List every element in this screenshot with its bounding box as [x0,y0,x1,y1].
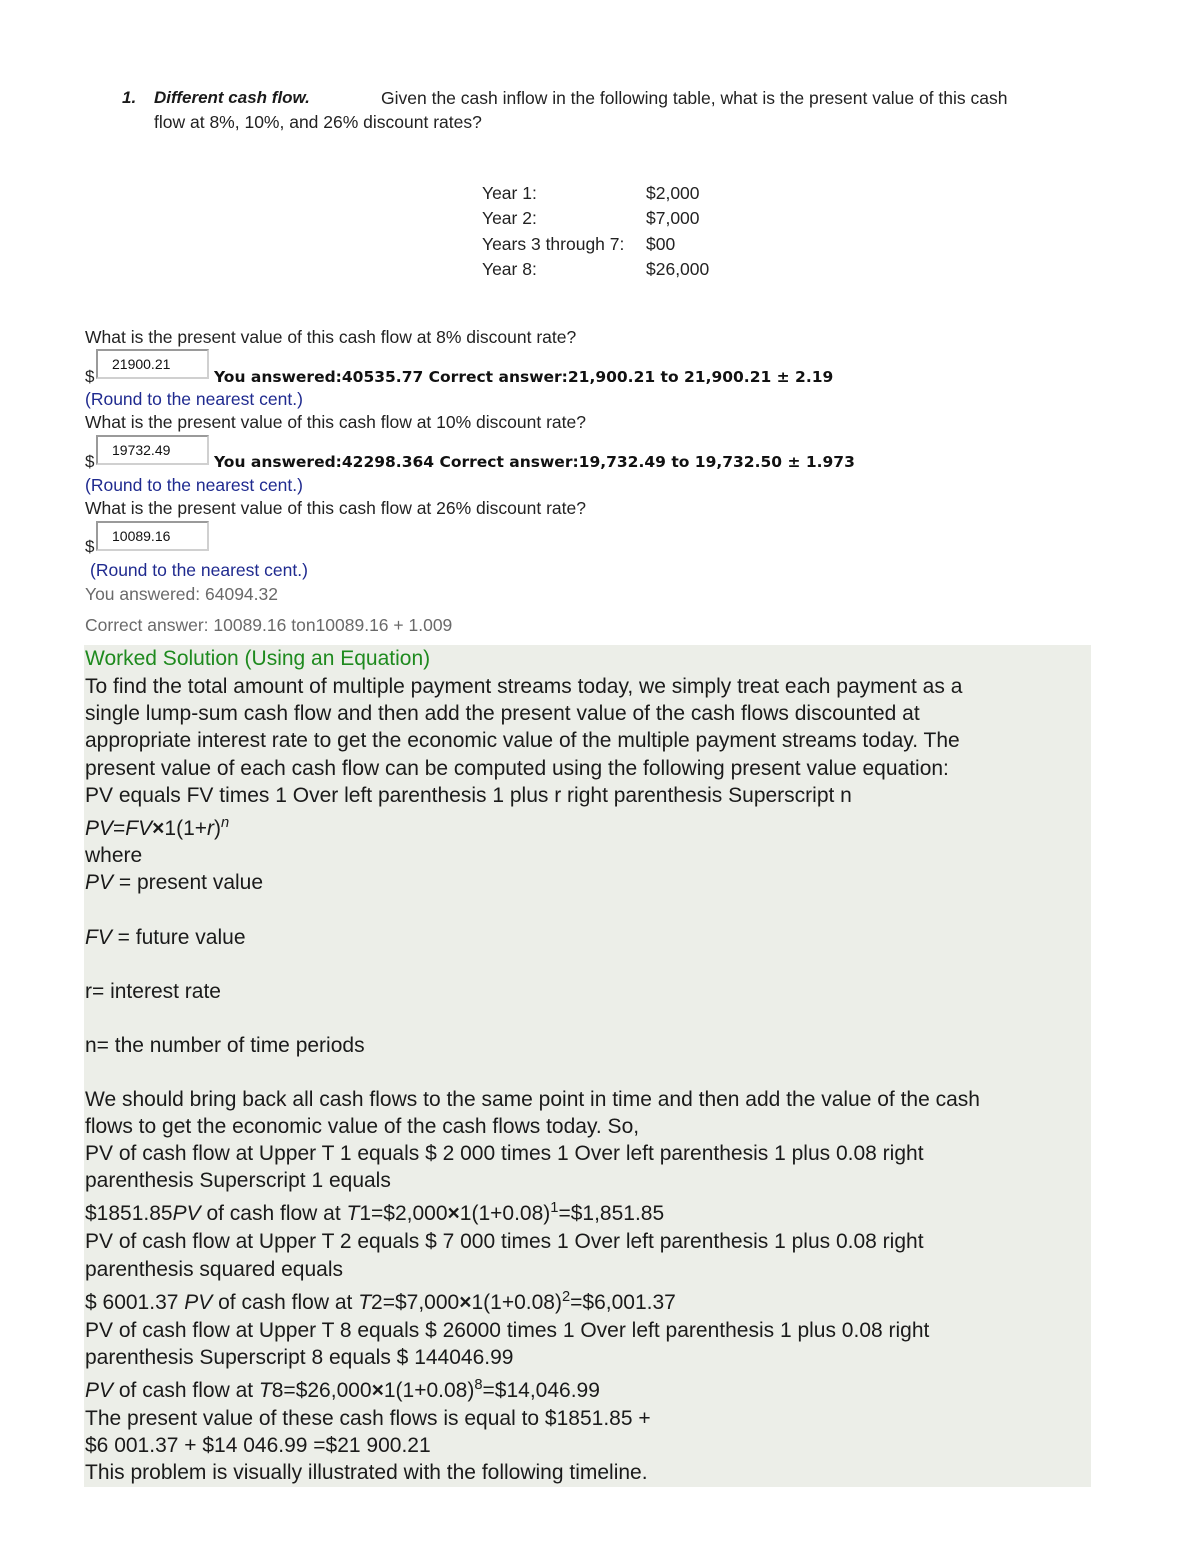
total-line: The present value of these cash flows is equal to $1851.85 + [85,1407,651,1430]
you-answered-26pct: You answered: 64094.32 [85,584,278,604]
question-text-line2: flow at 8%, 10%, and 26% discount rates? [154,112,482,132]
where-label: where [85,844,143,867]
cash-flow-label: Years 3 through 7: [482,233,625,254]
t2-text-line: parenthesis squared equals [85,1258,344,1281]
t8-text-line: PV of cash flow at Upper T 8 equals $ 26000 times 1 Over left parenthesis 1 plus 0.08 right [85,1319,930,1342]
round-note: (Round to the nearest cent.) [85,475,303,495]
cash-flow-value: $2,000 [646,183,700,204]
solution-intro-line: single lump-sum cash flow and then add the present value of the cash flows discounted at [85,702,920,725]
round-note: (Round to the nearest cent.) [90,560,308,580]
answer-input-10pct[interactable]: 19732.49 [96,435,209,465]
definition-r: r= interest rate [85,980,221,1003]
question-text-line1: Given the cash inflow in the following table, what is the present value of this cash [381,88,1008,108]
currency-symbol: $ [85,452,95,471]
currency-symbol: $ [85,367,95,386]
cash-flow-value: $7,000 [646,208,700,229]
cash-flow-value: $26,000 [646,259,710,280]
t1-equation: $1851.85PV of cash flow at $T1=\$2,000\times 1(1+0.08)^1=\$1,851.85$ [85,1200,665,1225]
cash-flow-row [482,232,709,257]
t1-text-line: PV of cash flow at Upper T 1 equals $ 2 000 times 1 Over left parenthesis 1 plus 0.08 right [85,1142,924,1165]
question-10pct: What is the present value of this cash flow at 10% discount rate? [85,412,586,432]
cash-flow-row [482,206,709,231]
solution-intro-line: To find the total amount of multiple payment streams today, we simply treat each payment as a [85,675,963,698]
feedback-8pct: You answered:40535.77 Correct answer:21,900.21 to 21,900.21 ± 2.19 [214,368,834,386]
t8-equation: PV of cash flow at $T8=\$26,000\times 1(1+0.08)^8=\$14,046.99$ [85,1377,600,1402]
solution-body-line: flows to get the economic value of the cash flows today. So, [85,1115,640,1138]
cash-flow-value: $00 [646,233,676,254]
t2-equation: $ 6001.37 PV of cash flow at $T2=\$7,000\times 1(1+0.08)^2=\$6,001.37$ [85,1289,676,1314]
round-note: (Round to the nearest cent.) [85,389,303,409]
definition-fv: FV = future value [85,926,246,949]
cash-flow-table [482,181,709,282]
pv-formula: $PV=FV\times 1(1+r)^n$ [85,815,230,840]
t8-text-line: parenthesis Superscript 8 equals $ 144046.99 [85,1346,514,1369]
definition-pv: PV = present value [85,871,264,894]
answer-input-26pct[interactable]: 10089.16 [96,521,209,551]
cash-flow-label: Year 2: [482,208,537,229]
cash-flow-row [482,181,709,206]
solution-intro-line: PV equals FV times 1 Over left parenthesis 1 plus r right parenthesis Superscript n [85,784,852,807]
solution-intro-line: present value of each cash flow can be computed using the following present value equation: [85,757,949,780]
correct-answer-26pct: Correct answer: 10089.16 ton10089.16 + 1.009 [85,615,453,635]
question-title: Different cash flow. [154,88,310,107]
total-line: $6 001.37 + $14 046.99 =$21 900.21 [85,1434,431,1457]
currency-symbol: $ [85,537,95,556]
timeline-note: This problem is visually illustrated with the following timeline. [85,1461,648,1484]
cash-flow-row [482,257,709,282]
cash-flow-label: Year 8: [482,259,537,280]
question-8pct: What is the present value of this cash flow at 8% discount rate? [85,327,577,347]
answer-input-8pct[interactable]: 21900.21 [96,349,209,379]
question-26pct: What is the present value of this cash flow at 26% discount rate? [85,498,586,518]
definition-n: n= the number of time periods [85,1034,365,1057]
solution-body-line: We should bring back all cash flows to the same point in time and then add the value of the cash [85,1088,980,1111]
solution-intro-line: appropriate interest rate to get the economic value of the multiple payment streams today. The [85,729,960,752]
cash-flow-label: Year 1: [482,183,537,204]
feedback-10pct: You answered:42298.364 Correct answer:19,732.49 to 19,732.50 ± 1.973 [214,453,855,471]
t1-text-line: parenthesis Superscript 1 equals [85,1169,391,1192]
t2-text-line: PV of cash flow at Upper T 2 equals $ 7 000 times 1 Over left parenthesis 1 plus 0.08 right [85,1230,924,1253]
solution-title: Worked Solution (Using an Equation) [85,647,431,670]
question-number: 1. [122,88,137,107]
